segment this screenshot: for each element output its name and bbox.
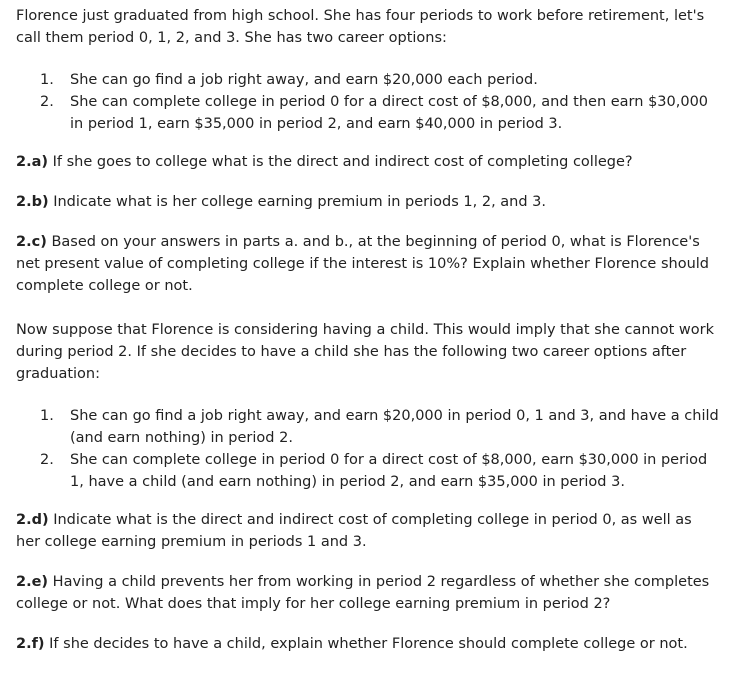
option-text: She can complete college in period 0 for a direct cost of $8,000, earn $30,000 in period 1, have a child (and earn nothing) in period 2, and earn $35,000 in period 3. — [70, 452, 708, 490]
question-text: Based on your answers in parts a. and b., at the beginning of period 0, what is Florence's net present value of completing college if the interest is 10%? Explain whether Florence should complete college or not. — [16, 234, 709, 294]
question-label: 2.e) — [16, 574, 49, 590]
option-text: She can go find a job right away, and earn $20,000 each period. — [70, 72, 538, 88]
question-2b — [16, 191, 719, 213]
question-label: 2.d) — [16, 512, 49, 528]
question-2e — [16, 571, 719, 615]
question-2f — [16, 633, 719, 655]
option-number: 2. — [40, 452, 54, 468]
child-career-option-2 — [16, 449, 719, 493]
child-career-options-list — [16, 405, 719, 493]
option-number: 1. — [40, 72, 54, 88]
question-text: Having a child prevents her from working in period 2 regardless of whether she completes college or not. What does that imply for her college earning premium in period 2? — [16, 574, 710, 612]
option-number: 2. — [40, 94, 54, 110]
question-text: Indicate what is the direct and indirect cost of completing college in period 0, as well as her college earning premium in periods 1 and 3. — [16, 512, 692, 550]
career-option-2 — [16, 91, 719, 135]
question-2d — [16, 509, 719, 553]
child-career-option-1 — [16, 405, 719, 449]
career-option-1 — [16, 69, 719, 91]
career-options-list — [16, 69, 719, 135]
question-text: Indicate what is her college earning premium in periods 1, 2, and 3. — [53, 194, 547, 210]
option-number: 1. — [40, 408, 54, 424]
question-2a — [16, 151, 719, 173]
question-label: 2.c) — [16, 234, 47, 250]
question-text: If she goes to college what is the direct and indirect cost of completing college? — [52, 154, 633, 170]
child-intro-paragraph: Now suppose that Florence is considering having a child. This would imply that she cannot work during period 2. If she decides to have a child she has the following two career options after graduation: — [16, 322, 714, 382]
option-text: She can go find a job right away, and earn $20,000 in period 0, 1 and 3, and have a child (and earn nothing) in period 2. — [70, 408, 719, 446]
question-label: 2.a) — [16, 154, 49, 170]
question-label: 2.b) — [16, 194, 49, 210]
question-2c — [16, 231, 719, 297]
intro-paragraph: Florence just graduated from high school. She has four periods to work before retirement, let's call them period 0, 1, 2, and 3. She has two career options: — [16, 8, 705, 46]
question-text: If she decides to have a child, explain whether Florence should complete college or not. — [49, 636, 688, 652]
question-label: 2.f) — [16, 636, 45, 652]
option-text: She can complete college in period 0 for a direct cost of $8,000, and then earn $30,000 in period 1, earn $35,000 in period 2, and earn $40,000 in period 3. — [70, 94, 709, 132]
